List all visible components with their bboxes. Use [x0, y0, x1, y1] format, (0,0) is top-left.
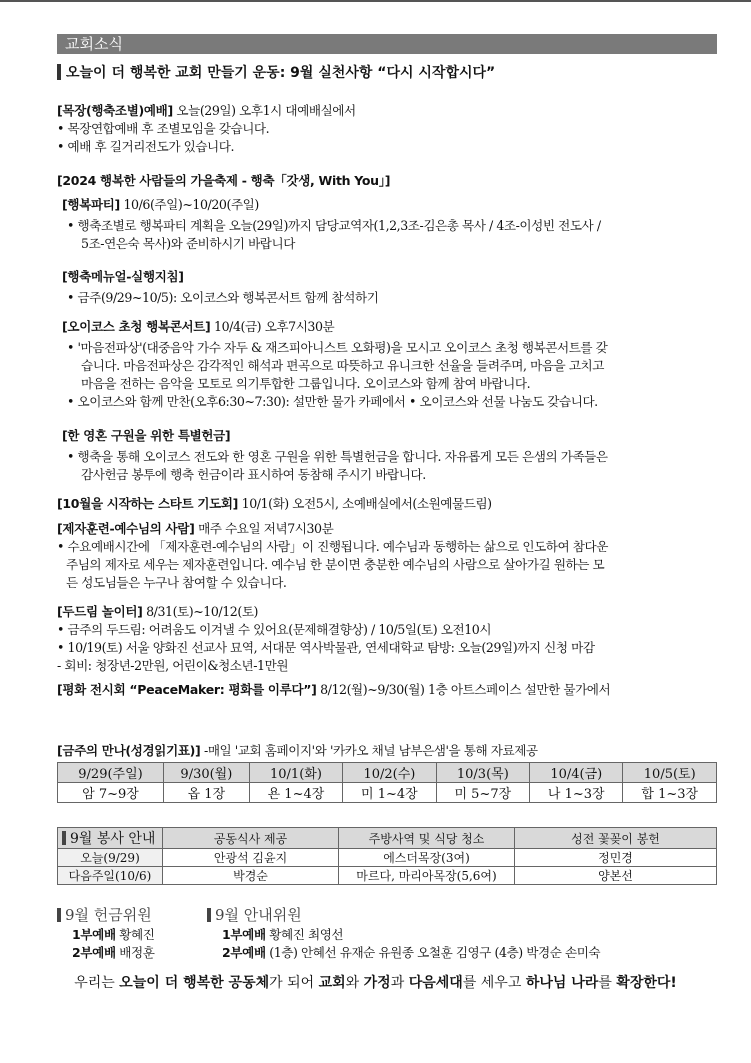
- news-item: • 금주의 두드림: 어려움도 이겨낼 수 있어요(문제해결향상) / 10/5일(토) 오전10시: [57, 622, 492, 637]
- ushers-title: 9월 안내위원: [207, 906, 302, 924]
- section-title: 교회소식: [65, 35, 123, 53]
- reading-cell: 나 1~3장: [530, 783, 623, 803]
- news-item: [두드림 놀이터] 8/31(토)~10/12(토): [57, 604, 258, 619]
- service-cell: 박경순: [163, 867, 339, 885]
- service-day: 오늘(9/29): [58, 849, 163, 867]
- service-header-row: [58, 828, 717, 849]
- date-cell: 10/3(목): [436, 763, 529, 783]
- service-header: 성전 꽃꽂이 봉헌: [515, 828, 717, 849]
- date-cell: 10/4(금): [530, 763, 623, 783]
- bible-reading-chapters-row: [58, 783, 717, 803]
- reading-cell: 합 1~3장: [623, 783, 717, 803]
- top-rule: [0, 0, 751, 2]
- news-item: [2024 행복한 사람들의 가을축제 - 행축「갓생, With You」]: [57, 173, 391, 188]
- news-item: • '마음전파상'(대중음악 가수 자두 & 재즈피아니스트 오화평)을 모시고 오이코스 초청 행복콘서트를 갖: [67, 340, 608, 355]
- service-header: 공동식사 제공: [163, 828, 339, 849]
- news-item: • 금주(9/29~10/5): 오이코스와 행복콘서트 함께 참석하기: [67, 290, 379, 305]
- news-item: • 행축을 통해 오이코스 전도와 한 영혼 구원을 위한 특별헌금을 합니다. 자유롭게 모든 은샘의 가족들은: [67, 449, 608, 464]
- reading-cell: 욘 1~4장: [249, 783, 342, 803]
- news-item: [평화 전시회 “PeaceMaker: 평화를 이루다”] 8/12(월)~9/30(월) 1층 아트스페이스 설만한 물가에서: [57, 682, 611, 697]
- headline-bar: [57, 64, 61, 80]
- bible-reading-caption: [금주의 만나(성경읽기표)] -매일 '교회 홈페이지'와 '카카오 채널 남부은샘'을 통해 자료제공: [57, 743, 538, 758]
- news-item: • 행축조별로 행복파티 계획을 오늘(29일)까지 담당교역자(1,2,3조-김은총 목사 / 4조-이성빈 전도사 /: [67, 218, 601, 233]
- service-day: 다음주일(10/6): [58, 867, 163, 885]
- date-cell: 9/29(주일): [58, 763, 164, 783]
- news-item: • 목장연합예배 후 조별모임을 갖습니다.: [57, 121, 270, 136]
- date-cell: 10/2(수): [343, 763, 436, 783]
- news-item: - 회비: 청장년-2만원, 어린이&청소년-1만원: [57, 658, 289, 673]
- offering-row: 1부예배 황혜진: [72, 927, 155, 942]
- title-bar: [57, 908, 61, 922]
- ushers-row: 2부예배 (1층) 안혜선 유재순 유원종 오철훈 김영구 (4층) 박경순 손미숙: [222, 945, 601, 960]
- service-row: [58, 849, 717, 867]
- news-item: 마음을 전하는 음악을 모토로 의기투합한 그룹입니다. 오이코스와 함께 참여 바랍니다.: [81, 376, 531, 391]
- news-item: [오이코스 초청 행복콘서트] 10/4(금) 오후7시30분: [62, 319, 335, 334]
- section-header: [57, 34, 717, 54]
- news-item: [제자훈련-예수님의 사람] 매주 수요일 저녁7시30분: [57, 521, 334, 536]
- reading-cell: 옵 1장: [164, 783, 250, 803]
- news-item: [행축메뉴얼-실행지침]: [62, 269, 184, 284]
- church-motto: 우리는 오늘이 더 행복한 공동체가 되어 교회와 가정과 다음세대를 세우고 하나님 나라를 확장한다!: [74, 975, 677, 991]
- reading-cell: 암 7~9장: [58, 783, 164, 803]
- news-item: [한 영혼 구원을 위한 특별헌금]: [62, 428, 231, 443]
- bible-reading-table: [57, 762, 717, 803]
- news-item: 주님의 제자로 세우는 제자훈련입니다. 예수님 한 분이면 충분한 예수님의 사람으로 살아가길 원하는 모: [66, 557, 605, 572]
- date-cell: 10/5(토): [623, 763, 717, 783]
- service-header: 주방사역 및 식당 청소: [339, 828, 515, 849]
- ushers-row: 1부예배 황혜진 최영선: [222, 927, 344, 942]
- service-cell: 정민경: [515, 849, 717, 867]
- news-item: • 오이코스와 함께 만찬(오후6:30~7:30): 설만한 물가 카페에서 • 오이코스와 선물 나눔도 갖습니다.: [67, 394, 598, 409]
- news-item: • 10/19(토) 서울 양화진 선교사 묘역, 서대문 역사박물관, 연세대학교 탐방: 오늘(29일)까지 신청 마감: [57, 640, 595, 655]
- news-item: [목장(행축조별)예배] 오늘(29일) 오후1시 대예배실에서: [57, 103, 356, 118]
- service-table-title: 9월 봉사 안내: [58, 828, 163, 849]
- offering-title: 9월 헌금위원: [57, 906, 152, 924]
- service-cell: 안광석 김윤지: [163, 849, 339, 867]
- news-item: 5조-연은숙 목사)와 준비하시기 바랍니다: [81, 236, 295, 251]
- news-item: 감사헌금 봉투에 행축 헌금이라 표시하여 동참해 주시기 바랍니다.: [81, 467, 426, 482]
- news-item: [10월을 시작하는 스타트 기도회] 10/1(화) 오전5시, 소예배실에서(소원예물드림): [57, 496, 492, 511]
- service-cell: 마르다, 마리아목장(5,6여): [339, 867, 515, 885]
- reading-cell: 미 1~4장: [343, 783, 436, 803]
- news-item: 든 성도님들은 누구나 참여할 수 있습니다.: [66, 575, 287, 590]
- reading-cell: 미 5~7장: [436, 783, 529, 803]
- service-row: [58, 867, 717, 885]
- news-item: 습니다. 마음전파상은 감각적인 해석과 편곡으로 따뜻하고 유니크한 선율을 들려주며, 마음을 고치고: [81, 358, 604, 373]
- service-cell: 양본선: [515, 867, 717, 885]
- offering-row: 2부예배 배정훈: [72, 945, 155, 960]
- date-cell: 10/1(화): [249, 763, 342, 783]
- news-item: • 수요예배시간에 「제자훈련-예수님의 사람」이 진행됩니다. 예수님과 동행하는 삶으로 인도하여 참다운: [57, 539, 608, 554]
- date-cell: 9/30(월): [164, 763, 250, 783]
- headline: 오늘이 더 행복한 교회 만들기 운동: 9월 실천사항 “다시 시작합시다”: [57, 64, 495, 82]
- title-bar: [207, 908, 211, 922]
- service-cell: 에스더목장(3여): [339, 849, 515, 867]
- news-item: • 예배 후 길거리전도가 있습니다.: [57, 139, 235, 154]
- news-item: [행복파티] 10/6(주일)~10/20(주일): [62, 197, 259, 212]
- service-table: [57, 827, 717, 885]
- title-bar: [62, 831, 66, 845]
- bible-reading-dates-row: [58, 763, 717, 783]
